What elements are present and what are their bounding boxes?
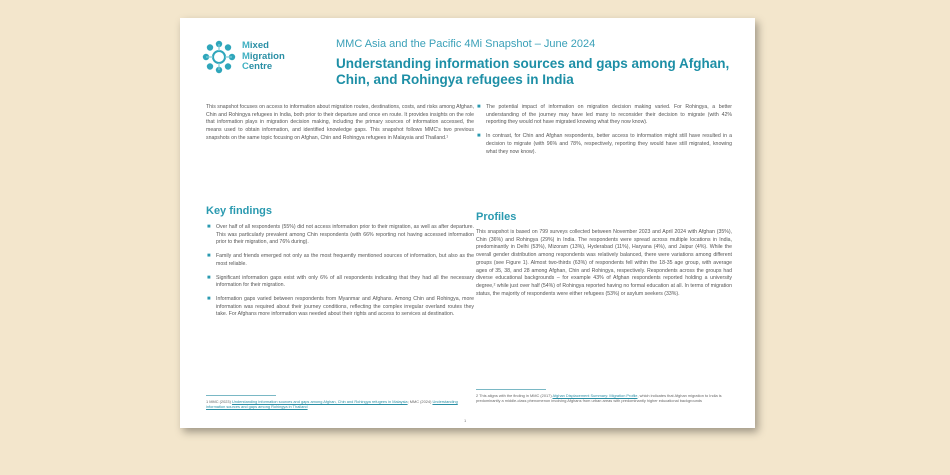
footnote-divider xyxy=(476,389,546,390)
bullet-icon: ■ xyxy=(477,133,481,140)
intro-paragraph: This snapshot focuses on access to information about migration routes, destinations, costs, and risks among Afghan, Chin and Rohingya refugees in India, both prior to their departure and once en route. It provides insights on the role that information plays in migration decision making, including the primary sources of information accessed, the means used to obtain information, and identified knowledge gaps. This snapshot follows MMC’s two previous snapshots on the same topic focusing on Afghan, Chin and Rohingya refugees in Malaysia and Thailand.¹ xyxy=(206,104,474,141)
footnote-link[interactable]: Afghan Displacement Summary: Migration Profile xyxy=(552,393,638,398)
footnote-divider xyxy=(206,395,276,396)
profiles-paragraph: This snapshot is based on 799 surveys collected between November 2023 and April 2024 with Afghan (35%), Chin (36%) and Rohingya (29%) in India. The respondents were spread across multiple locations in India, predominantly in Delhi (53%), Mizoram (13%), Hyderabad (11%), Haryana (4%), and Jaipur (4%). While the overall gender distribution among respondents was relatively balanced, there were variations among different groups (see Figure 1). Almost two-thirds (63%) of respondents fell within the 18-35 age group, with average ages of 35, 38, and 28 among Afghan, Chin and Rohingya, respectively. Respondents across the groups had diverse educational backgrounds – for example 43% of Afghan respondents reported holding a university degree,² while just over half (54%) of Rohingya reported having no formal education at all. In terms of migration status, the majority of respondents were either refugees (53%) or asylum seekers (33%). xyxy=(476,229,732,297)
key-findings-heading: Key findings xyxy=(206,205,273,217)
page-number: 1 xyxy=(464,418,467,423)
bullet-icon: ■ xyxy=(207,253,211,260)
list-item: ■ Information gaps varied between respondents from Myanmar and Afghans. Among Chin and Rohingya, more information was required about their journey conditions, reflecting the complex irregular overland routes they take. For Afghans more information was needed about their rights and access to services at destination. xyxy=(207,295,474,318)
footnote-2: 2 This aligns with the finding in MMC (2017) Afghan Displacement Summary: Migration Profile, which indicates that Afghan migration to India is predominantly a middle-class phenomenon involving Afghans from urban areas with predominantly higher educational backgrounds xyxy=(476,393,722,404)
series-label: MMC Asia and the Pacific 4Mi Snapshot – June 2024 xyxy=(336,38,596,50)
bullet-icon: ■ xyxy=(207,224,211,230)
document-page xyxy=(180,18,755,428)
footnote-link[interactable]: Understanding information sources and gaps among Rohingya in Thailand xyxy=(206,399,458,410)
profiles-heading: Profiles xyxy=(476,211,517,223)
list-item: ■ The potential impact of information on migration decision making varied. For Rohingya, a better understanding of the journey may have led many to reconsider their decision to migrate (with 42% reporting they would not have migrated knowing what they now know). xyxy=(477,104,732,126)
page-title: Understanding information sources and gaps among Afghan, Chin, and Rohingya refugees in India xyxy=(336,56,730,87)
mmc-logo-icon xyxy=(202,40,236,74)
bullet-icon: ■ xyxy=(207,295,211,302)
footnote-1: 1 MMC (2023) Understanding information sources and gaps among Afghan, Chin and Rohingya refugees in Malaysia; MMC (2024) Understanding information sources and gaps among Rohingya in Thailand xyxy=(206,399,458,410)
list-item: ■ In contrast, for Chin and Afghan respondents, better access to information might still have resulted in a decision to migrate (with 96% and 78%, respectively, reporting they would have still migrated, knowing what they now know). xyxy=(477,133,732,155)
bullet-icon: ■ xyxy=(477,104,481,110)
logo-wordmark: Mixed Migration Centre xyxy=(242,40,285,72)
bullet-icon: ■ xyxy=(207,274,211,281)
list-item: ■ Significant information gaps exist with only 6% of all respondents indicating that they had all the necessary information for their migration. xyxy=(207,274,474,289)
key-findings-list xyxy=(206,224,474,325)
list-item: ■ Family and friends emerged not only as the most frequently mentioned sources of information, but also as the most reliable. xyxy=(207,253,474,267)
list-item: ■ Over half of all respondents (55%) did not access information prior to their migration, as well as after departure. This was particularly prevalent among Chin respondents (with 66% reporting not having accessed information prior to their migration, and 76% during). xyxy=(207,224,474,246)
footnote-link[interactable]: Understanding information sources and gaps among Afghan, Chin and Rohingya refugees in Malaysia xyxy=(231,399,408,404)
right-findings-list xyxy=(476,104,732,162)
